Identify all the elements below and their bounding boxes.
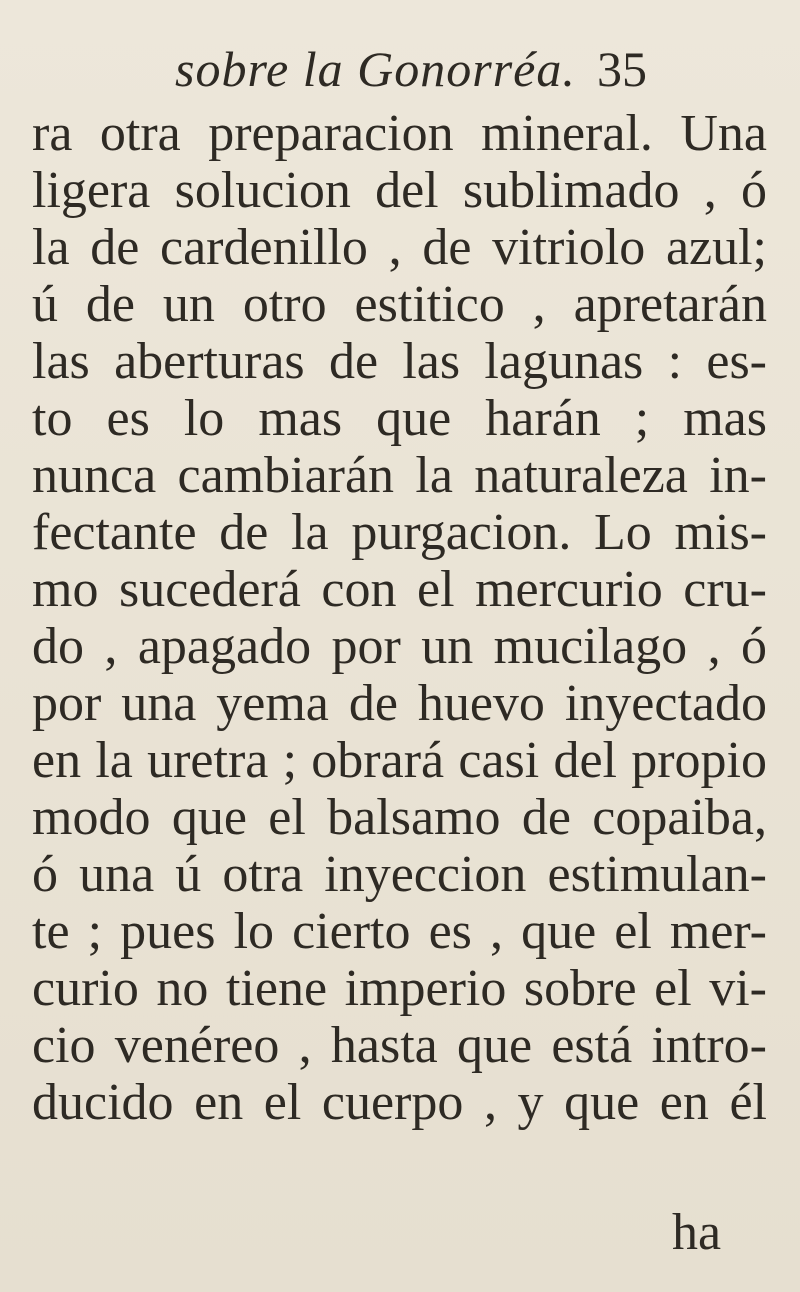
text-line: ligera solucion del sublimado , ó <box>32 162 767 219</box>
text-line: fectante de la purgacion. Lo mis- <box>32 504 767 561</box>
text-line: en la uretra ; obrará casi del propio <box>32 732 767 789</box>
text-line: ra otra preparacion mineral. Una <box>32 105 767 162</box>
text-line: do , apagado por un mucilago , ó <box>32 618 767 675</box>
text-line: la de cardenillo , de vitriolo azul; <box>32 219 767 276</box>
text-line: to es lo mas que harán ; mas <box>32 390 767 447</box>
running-title: sobre la Gonorréa. <box>175 41 576 97</box>
text-line: curio no tiene imperio sobre el vi- <box>32 960 767 1017</box>
page-number: 35 <box>597 41 647 97</box>
text-line: modo que el balsamo de copaiba, <box>32 789 767 846</box>
text-line: por una yema de huevo inyectado <box>32 675 767 732</box>
text-line: mo sucederá con el mercurio cru- <box>32 561 767 618</box>
text-line: las aberturas de las lagunas : es- <box>32 333 767 390</box>
text-line: cio venéreo , hasta que está intro- <box>32 1017 767 1074</box>
text-line: nunca cambiarán la naturaleza in- <box>32 447 767 504</box>
text-line: te ; pues lo cierto es , que el mer- <box>32 903 767 960</box>
catchword: ha <box>672 1204 722 1261</box>
text-line: ú de un otro estitico , apretarán <box>32 276 767 333</box>
text-line: ducido en el cuerpo , y que en él <box>32 1074 767 1131</box>
text-line: ó una ú otra inyeccion estimulan- <box>32 846 767 903</box>
